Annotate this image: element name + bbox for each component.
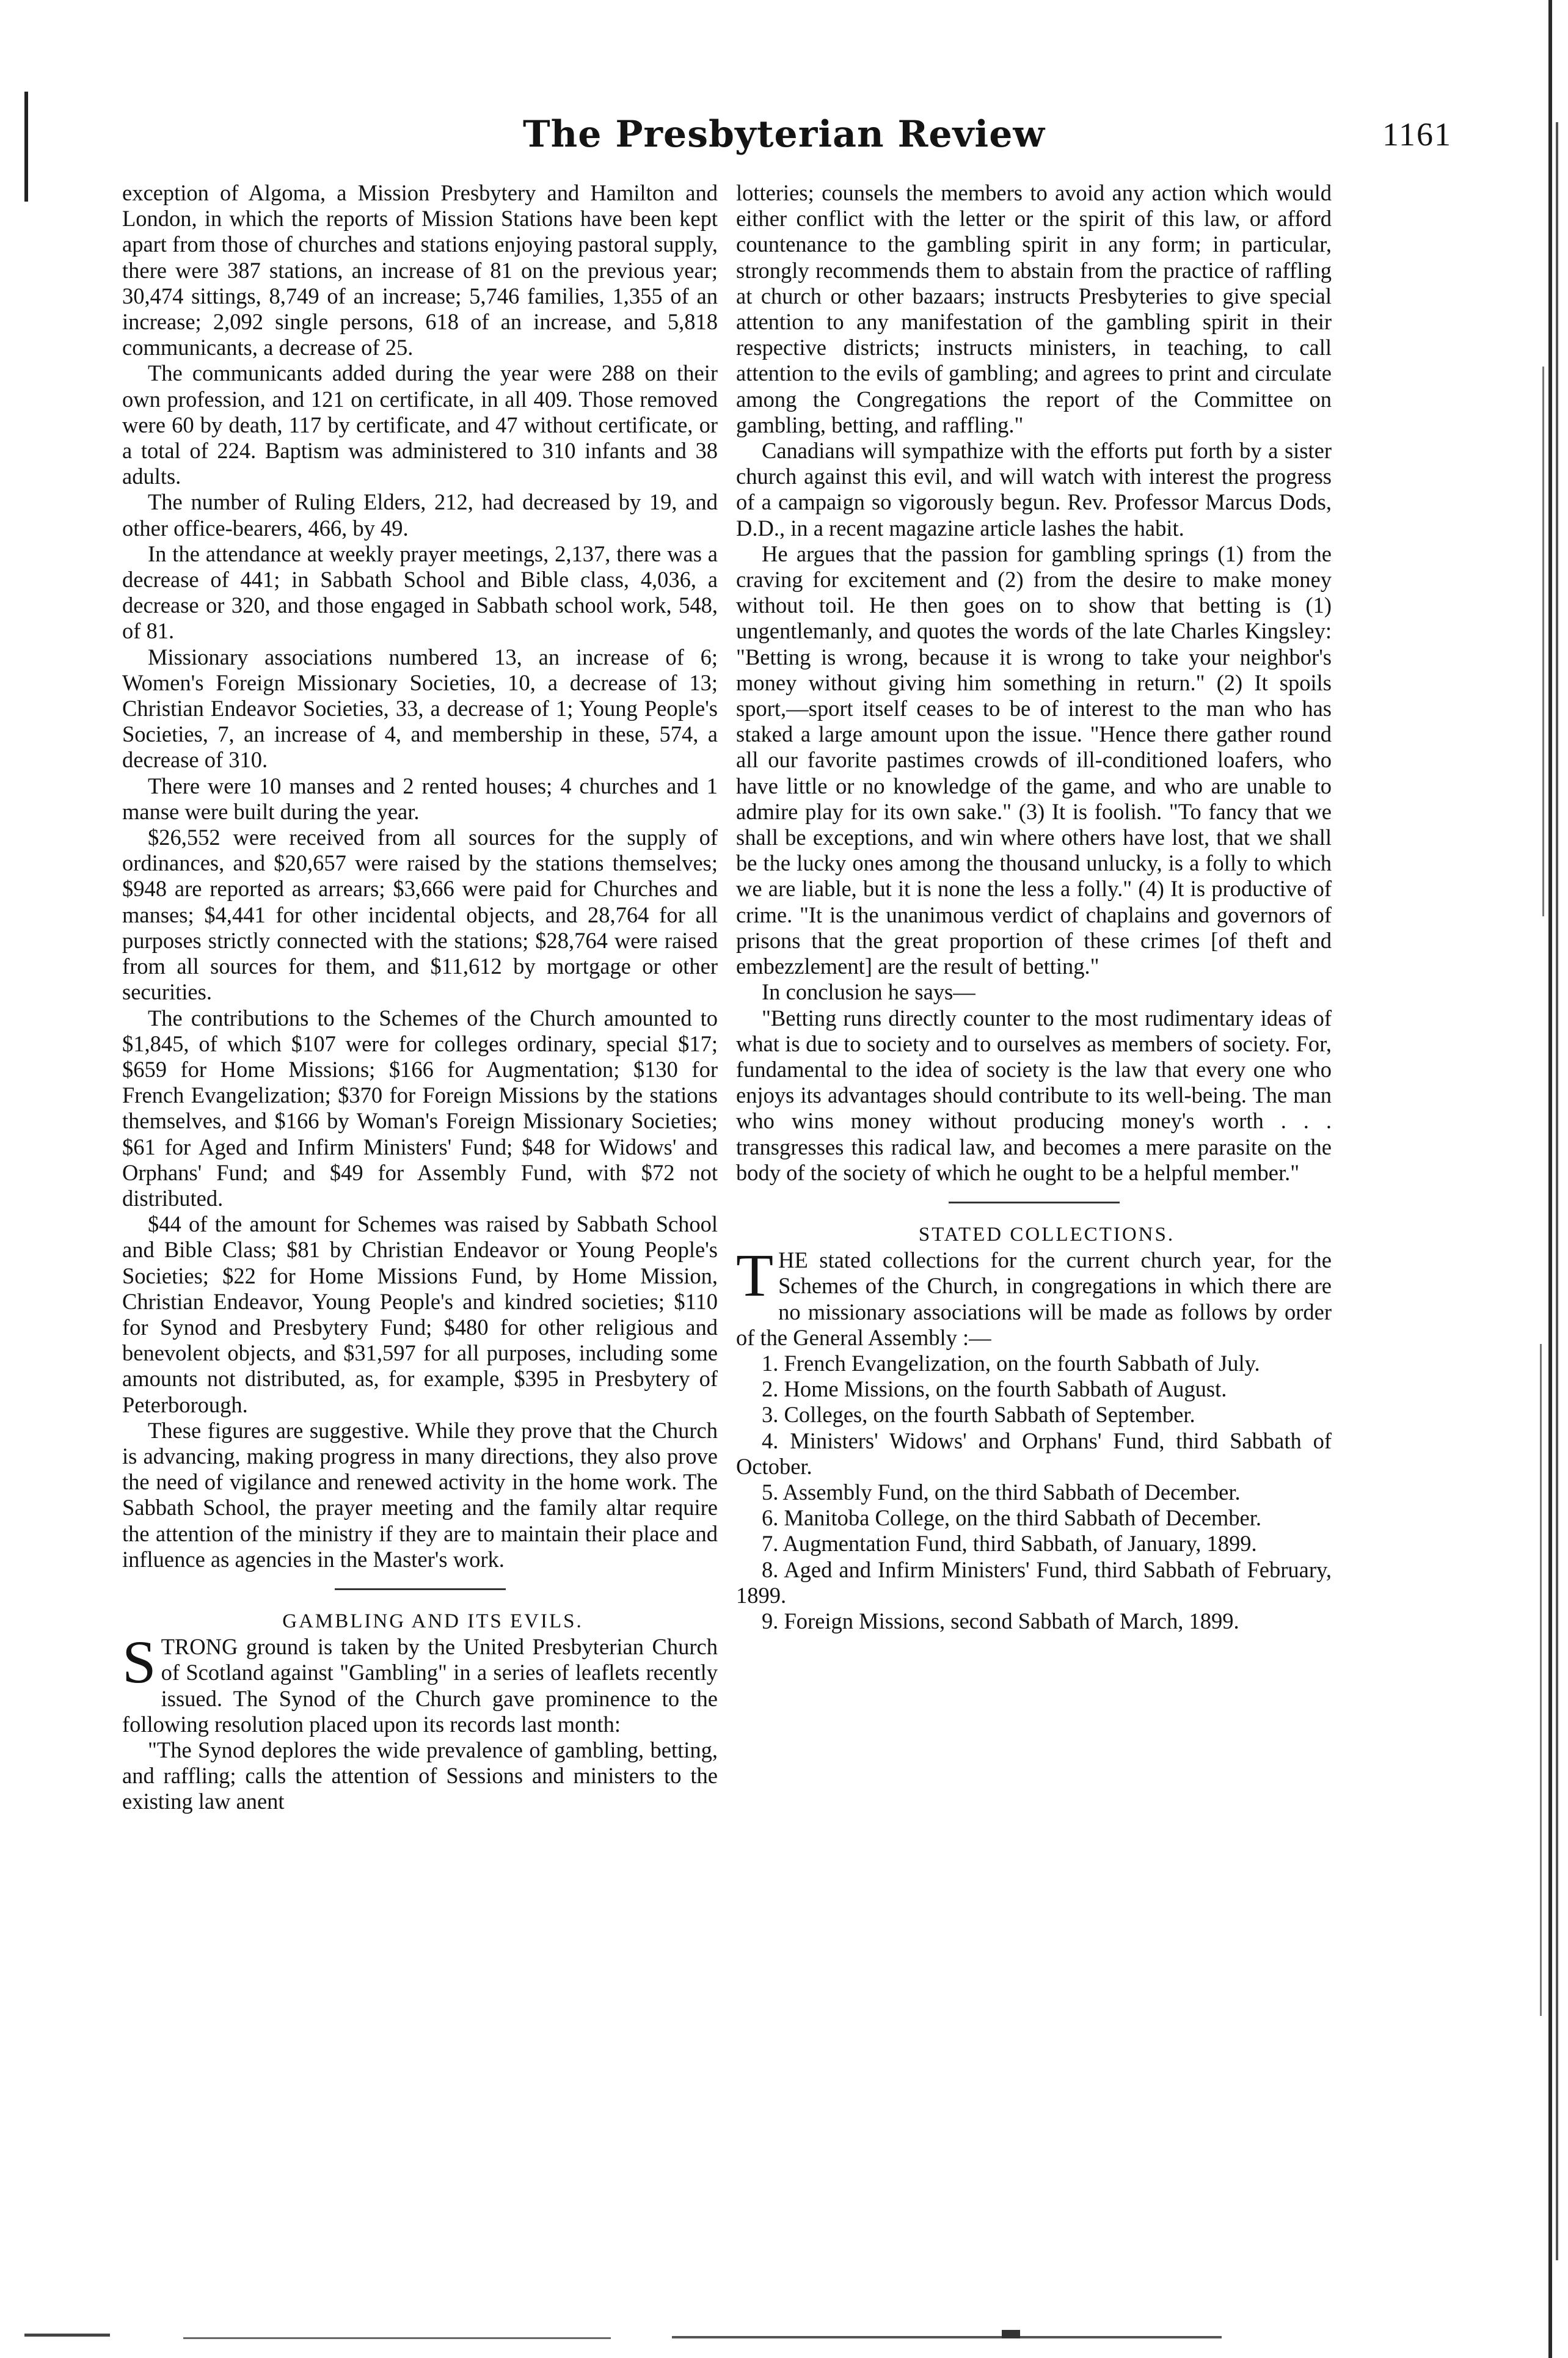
paragraph: lotteries; counsels the members to avoid any action which would either conflict with the letter or the spirit of this law, or afford countenance to the gambling spirit in any form; in particular, strongly recommends them to abstain from the practice of raffling at church or other bazaars; instructs Presbyteries to give special attention to any manifestation of the gambling spirit in their respective districts; instructs ministers, in teaching, to call attention to the evils of gambling; and agrees to print and circulate among the Congregations the report of the Committee on gambling, betting, and raffling." [736,180,1332,437]
scan-bottom-noise [0,2315,1568,2358]
collection-list-item: 9. Foreign Missions, second Sabbath of March, 1899. [762,1608,1239,1633]
section-heading-collections: STATED COLLECTIONS. [918,1223,1175,1246]
gambling-intro-paragraph [122,1628,718,1737]
page-number: 1161 [1382,116,1452,153]
paragraph: Missionary associations numbered 13, an increase of 6; Women's Foreign Missionary Societies, 10, a decrease of 13; Christian Endeavor Societies, 33, a decrease of 1; Young People's Societies, 7, an increase of 4, and membership in these, 574, a decrease of 310. [122,644,718,773]
paragraph: He argues that the passion for gambling springs (1) from the craving for excitement and (2) from the desire to make money without toil. He then goes on to show that betting is (1) ungentlemanly, and quotes the words of the late Charles Kingsley: "Betting is wrong, because it is wrong to take your neighbor's money without giving him something in return." (2) It spoils sport,—sport itself ceases to be of interest to the man who has staked a large amount upon the issue. "Hence there gather round all our favorite pastimes crowds of ill-conditioned loafers, who have little or no knowledge of the game, and who are unable to admire play for its own sake." (3) It is foolish. "To fancy that we shall be exceptions, and win where others have lost, that we shall be the lucky ones among the thousand unlucky, is a folly to which we are liable, but it is none the less a folly." (4) It is productive of crime. "It is the unanimous verdict of chaplains and governors of prisons that the great proportion of these crimes [of theft and embezzlement] are the result of betting." [736,541,1332,979]
quotation-paragraph: "Betting runs directly counter to the most rudimentary ideas of what is due to society and to ourselves as members of society. For, fundamental to the idea of society is the law that every one who enjoys its advantages should contribute to its well-being. The man who wins money without producing money's worth . . . transgresses this radical law, and becomes a mere parasite on the body of the society of which he ought to be a helpful member." [736,1005,1332,1185]
scan-edge-noise [1513,0,1568,2358]
gambling-intro-text: TRONG ground is taken by the United Presbyterian Church of Scotland against "Gambling" in a series of leaflets recently issued. The Synod of the Church gave prominence to the following resolution placed upon its records last month: [122,1634,718,1737]
drop-cap: S [122,1628,156,1696]
collections-intro-paragraph [736,1241,1332,1351]
paragraph: $44 of the amount for Schemes was raised by Sabbath School and Bible Class; $81 by Christian Endeavor or Young People's Societies; $22 for Home Missions Fund, by Home Mission, Christian Endeavor, Young People's and kindred societies; $110 for Synod and Presbytery Fund; $480 for other religious and benevolent objects, and $31,597 for all purposes, including some amounts not distributed, as, for example, $395 in Presbytery of Peterborough. [122,1211,718,1417]
paragraph: There were 10 manses and 2 rented houses; 4 churches and 1 manse were built during the year. [122,773,718,824]
synod-resolution-paragraph: "The Synod deplores the wide prevalence of gambling, betting, and raffling; calls the attention of Sessions and ministers to the existing law anent [122,1737,718,1814]
paragraph: Canadians will sympathize with the efforts put forth by a sister church against this evil, and will watch with interest the progress of a campaign so vigorously begun. Rev. Professor Marcus Dods, D.D., in a recent magazine article lashes the habit. [736,438,1332,541]
right-column [736,180,1332,1634]
running-title: The Presbyterian Review [522,113,1046,156]
paragraph: exception of Algoma, a Mission Presbytery and Hamilton and London, in which the reports of Mission Stations have been kept apart from those of churches and stations enjoying pastoral supply, there were 387 stations, an increase of 81 on the previous year; 30,474 sittings, 8,749 of an increase; 5,746 families, 1,355 of an increase; 2,092 single persons, 618 of an increase, and 5,818 communicants, a decrease of 25. [122,180,718,360]
collections-intro-text: HE stated collections for the current church year, for the Schemes of the Church, in congregations in which there are no missionary associations will be made as follows by order of the General Assembly :— [736,1247,1332,1350]
drop-cap: T [736,1241,774,1310]
left-column [122,180,718,1815]
paragraph: $26,552 were received from all sources for the supply of ordinances, and $20,657 were raised by the stations themselves; $948 are reported as arrears; $3,666 were paid for Churches and manses; $4,441 for other incidental objects, and 28,764 for all purposes strictly connected with the stations; $28,764 were raised from all sources for them, and $11,612 by mortgage or other securities. [122,825,718,1005]
collection-list-item: 6. Manitoba College, on the third Sabbath of December. [762,1505,1262,1531]
section-divider [335,1588,506,1590]
paragraph: In conclusion he says— [762,979,975,1005]
collection-list-item: 3. Colleges, on the fourth Sabbath of September. [762,1402,1195,1428]
collection-list-item: 4. Ministers' Widows' and Orphans' Fund, third Sabbath of October. [736,1428,1332,1479]
page-header [0,113,1568,168]
section-heading-gambling: GAMBLING AND ITS EVILS. [282,1610,583,1632]
collection-list-item: 8. Aged and Infirm Ministers' Fund, third Sabbath of February, 1899. [736,1557,1332,1608]
paragraph: In the attendance at weekly prayer meetings, 2,137, there was a decrease of 441; in Sabbath School and Bible class, 4,036, a decrease or 320, and those engaged in Sabbath school work, 548, of 81. [122,541,718,644]
paragraph: The communicants added during the year were 288 on their own profession, and 121 on certificate, in all 409. Those removed were 60 by death, 117 by certificate, and 47 without certificate, or a total of 224. Baptism was administered to 310 infants and 38 adults. [122,360,718,489]
paragraph: The contributions to the Schemes of the Church amounted to $1,845, of which $107 were for colleges ordinary, special $17; $659 for Home Missions; $166 for Augmentation; $130 for French Evangelization; $370 for Foreign Missions by the stations themselves, and $166 by Woman's Foreign Missionary Societies; $61 for Aged and Infirm Ministers' Fund; $48 for Widows' and Orphans' Fund; and $49 for Assembly Fund, with $72 not distributed. [122,1005,718,1211]
collection-list-item: 1. French Evangelization, on the fourth Sabbath of July. [762,1350,1260,1376]
paragraph: These figures are suggestive. While they prove that the Church is advancing, making progress in many directions, they also prove the need of vigilance and renewed activity in the home work. The Sabbath School, the prayer meeting and the family altar require the attention of the ministry if they are to maintain their place and influence as agencies in the Master's work. [122,1417,718,1572]
collection-list-item: 2. Home Missions, on the fourth Sabbath of August. [762,1376,1227,1402]
collection-list-item: 5. Assembly Fund, on the third Sabbath of December. [762,1479,1241,1505]
collection-list-item: 7. Augmentation Fund, third Sabbath, of January, 1899. [762,1531,1257,1557]
paragraph: The number of Ruling Elders, 212, had decreased by 19, and other office-bearers, 466, by 49. [122,489,718,541]
section-divider [949,1202,1120,1203]
